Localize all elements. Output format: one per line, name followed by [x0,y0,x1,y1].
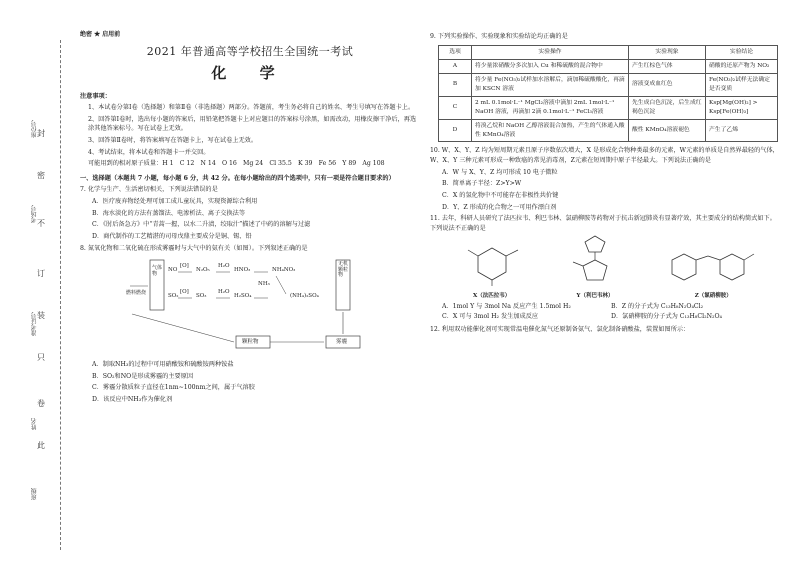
diagram-so3: SO₃ [196,293,207,300]
field-ticket-label: 准考证号 [31,312,38,336]
q11-stem: 11. 去年，科研人员研究了法匹拉韦、利巴韦林、氯硝柳胺等药物对于抗击新冠肺炎有显著疗效，其主要成分的结构简式如下。下列说法不正确的是 [430,215,776,232]
exam-title: 2021 年普通高等学校招生全国统一考试 [146,45,354,59]
binding-char: 只 [37,353,45,362]
fuel-burning-label: 燃料燃烧 [126,290,147,297]
q8-option: B．SO₂和NO是形成雾霾的主要原因 [92,372,194,380]
q9-header: 实验结论 [706,45,778,59]
q9-cell: 将少量 Fe(NO₃)₂试样加水溶解后，滴加稀硫酸酸化，再滴加 KSCN 溶液 [472,73,629,96]
q7-option: C．《肘后备急方》中“青蒿一握，以水二升渍，绞取汁”描述了中药的溶解与过滤 [92,221,311,229]
q8-stem: 8. 氮氧化物和二氧化硫在形成雾霾时与大气中的氨有关（如图）。下列叙述正确的是 [80,244,308,252]
q8-option: D．该反应中NH₃作为催化剂 [92,395,173,403]
molecule-z-structure [668,246,758,286]
diagram-so2: SO₂ [168,293,179,300]
q11-options-row [430,312,780,322]
binding-char: 卷 [37,399,45,408]
q9-header: 实验现象 [629,45,706,59]
q9-cell: 硝酸的还原产物为 NO₂ [706,59,778,73]
binding-char: 密 [37,171,45,180]
q10-option: D．Y、Z 形成的化合物之一可用作漂白剂 [442,203,557,211]
diagram-nh4no3: NH₄NO₃ [272,267,296,274]
molecule-x-structure [462,242,522,286]
molecule-y-structure [565,232,625,286]
notice-heading: 注意事项： [80,92,111,100]
q10-stem: 10. W、X、Y、Z 均为短周期元素且原子序数依次增大，X 是形成化合物种类最多的元素，W元素的单质是自然界最轻的气体，W、X、Y 三种元素可形成一种致癌的常见消毒剂，Z元素在短周期中原子半径最大。下列说法正确的是 [430,147,779,165]
q9-cell: D [439,119,472,142]
q7-option: D．商代制作的工艺精湛的司母戊鼎主要成分是铜、锡、铅 [92,232,252,240]
binding-char: 不 [37,219,45,228]
molecule-x [462,242,522,300]
field-class-label: 班级 [31,488,38,500]
molecule-z [668,246,758,300]
q9-cell: 酸性 KMnO₄溶液褪色 [629,119,706,142]
q7-stem: 7. 化学与生产、生活密切相关，下列说法错误的是 [80,186,218,194]
right-column [430,32,780,336]
q11-option: C．X 可与 3mol H₂ 发生加成反应 [442,312,539,320]
q9-header: 选项 [439,45,472,59]
secret-mark: 绝密 ★ 启用前 [80,31,121,38]
notice-item: 1、本试卷分第Ⅰ卷（选择题）和第Ⅱ卷（非选择题）两部分。答题前，考生务必将自己的姓名、考生号填写在答题卡上。 [88,104,415,112]
q8-diagram [126,256,376,356]
q8-option: C．雾霾分散质粒子直径在1nm~100nm之间，属于气溶胶 [92,384,255,392]
q11-structures [440,236,780,300]
diagram-nh42so4: (NH₄)₂SO₄ [290,293,319,300]
haze-box-label: 雾霾 [336,339,348,346]
field-seat-label: 座位号 [31,120,38,138]
q11-options-row [430,302,780,312]
binding-char: 此 [37,441,45,450]
q7-option: A．医疗废弃物经处理可加工成儿童玩具，实现资源综合利用 [92,198,258,206]
table-row [439,59,778,73]
binding-char: 装 [37,311,45,320]
diagram-nh3: NH₃ [258,281,270,288]
particle-box-label: 颗粒物 [242,339,259,346]
diagram-o-cond: [O] [180,289,189,296]
notice-item: 4、考试结束，将本试卷和答题卡一并交回。 [88,148,210,156]
q9-cell: 产生红棕色气体 [629,59,706,73]
q9-cell: Ksp[Mg(OH)₂] > Ksp[Fe(OH)₃] [706,96,778,119]
subject-title: 化 学 [211,64,289,83]
q7-option: B．海水淡化的方法有蒸馏法、电渗析法、离子交换法等 [92,209,246,217]
q9-cell: 溶液变成血红色 [629,73,706,96]
diagram-n2o5: N₂O₅ [196,267,210,274]
field-name-label: 姓名 [31,418,38,430]
section-heading: 一、选择题（本题共 7 小题，每小题 6 分，共 42 分。在每小题给出的四个选项中，只有一项是符合题目要求的） [80,174,395,182]
q10-option: A．W 与 X、Y、Z 均可形成 10 电子微粒 [442,168,558,176]
q8-option: A．制取NH₃的过程中可用硝酸铵和硫酸铵两种铵盐 [92,361,234,369]
table-row [439,96,778,119]
gas-box-label: 气体物 [152,265,163,277]
q11-option: A．1mol Y 与 3mol Na 反应产生 1.5mol H₂ [442,303,571,311]
diagram-h2o-cond: H₂O [218,289,230,296]
q9-stem: 9. 下列实验操作、实验现象和实验结论均正确的是 [430,33,568,40]
atomic-mass: 可能用到的相对原子质量：H 1 C 12 N 14 O 16 Mg 24 Cl 35.5 K 39 Fe 56 Y 89 Ag 108 [88,160,385,168]
q9-header: 实验操作 [472,45,629,59]
q9-cell: 将溴乙烷和 NaOH 乙醇溶液混合加热，产生的气体通入酸性 KMnO₄溶液 [472,119,629,142]
q9-cell: C [439,96,472,119]
binding-dashed-line [60,40,61,550]
q9-cell: 2 mL 0.1mol·L⁻¹ MgCl₂溶液中滴加 2mL 1mol·L⁻¹ NaOH 溶液，再滴加 2滴 0.1mol·L⁻¹ FeCl₃溶液 [472,96,629,119]
diagram-o-cond: [O] [180,263,189,270]
q9-cell: Fe(NO₃)₂试样无法确定是否变质 [706,73,778,96]
q9-cell: B [439,73,472,96]
q9-cell: 先生成白色沉淀，后生成红褐色沉淀 [629,96,706,119]
q9-header-row [439,45,778,59]
q9-table [438,45,778,143]
diagram-h2o-cond: H₂O [218,263,230,270]
q9-cell: A [439,59,472,73]
molecule-y-name: Y（利巴韦林） [576,292,614,299]
diagram-hno3: HNO₃ [234,267,251,274]
molecule-y [565,232,625,300]
table-row [439,73,778,96]
table-row [439,119,778,142]
q9-cell: 将少量浓硝酸分多次加入 Cu 和稀硫酸的混合物中 [472,59,629,73]
field-room-label: 考场号 [31,205,38,223]
q12-stem: 12. 利用双功能催化剂可实现常温电催化氮气还原制备氨气、氯化制备硝酸盐，装置如图所示： [430,325,690,333]
molecule-z-name: Z（氯硝柳胺） [694,292,732,299]
inorganic-box-label: 无机颗粒物 [338,261,349,279]
molecule-x-name: X（法匹拉韦） [473,292,511,299]
q11-option: B．Z 的分子式为 C₁₃H₈N₂O₄Cl₂ [611,303,704,311]
q10-option: B．简单离子半径：Z>Y>W [442,180,522,188]
diagram-h2so4: H₂SO₄ [234,293,252,300]
binding-strip [0,0,78,562]
binding-char: 订 [37,269,45,278]
binding-char: 封 [37,129,45,138]
q10-option: C．X 的氢化物中不可能存在非极性共价键 [442,191,559,199]
q9-cell: 产生了乙烯 [706,119,778,142]
diagram-no: NO [168,267,178,274]
notice-item: 3、回答第Ⅱ卷时，将答案填写在答题卡上，写在试卷上无效。 [88,137,258,145]
q11-option: D．氯硝柳胺的分子式为 C₁₃H₈Cl₂N₂O₄ [611,312,723,320]
notice-item: 2、回答第Ⅰ卷时，选出每小题的答案后，用铅笔把答题卡上对应题目的答案标号涂黑，如需改动，用橡皮擦干净后，再选涂其他答案标号。写在试卷上无效。 [88,115,417,133]
left-column [80,30,420,407]
